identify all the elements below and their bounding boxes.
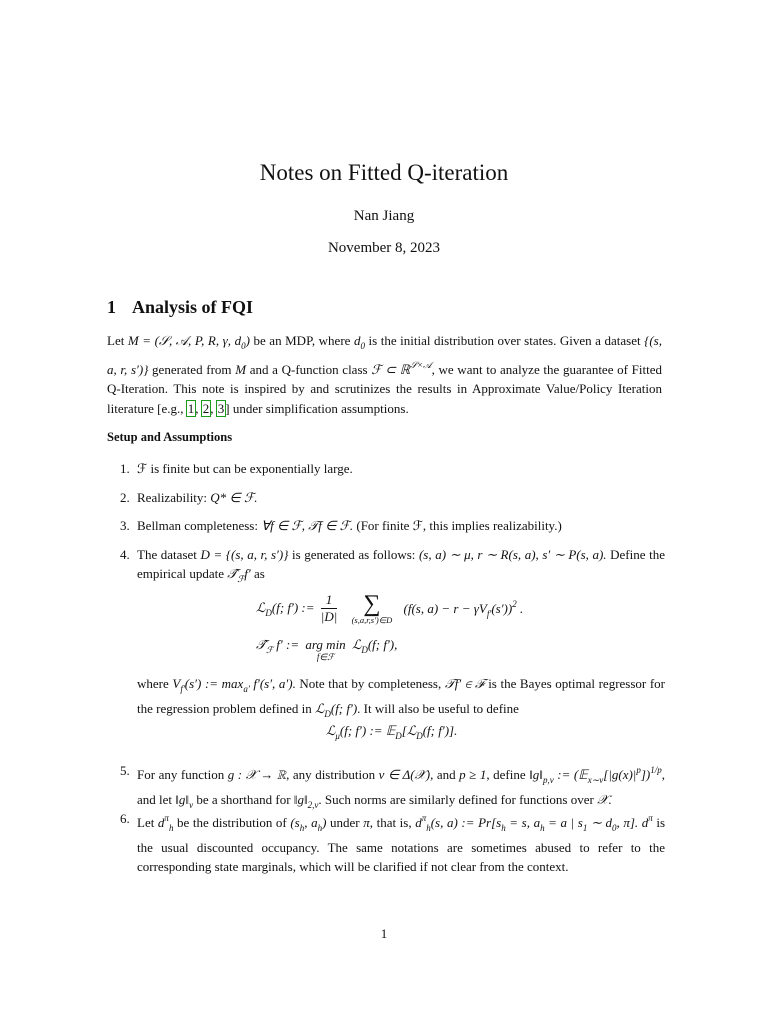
mdp-math: M = (𝒮, 𝒜, P, R, γ, $d_0$) bbox=[127, 333, 250, 351]
list-item bbox=[120, 545, 665, 589]
function-class-math: ℱ ⊂ ℝ$^{𝒮\times 𝒜}$ bbox=[371, 360, 432, 378]
list-item-text: For any function g : 𝒳 → ℝ, any distribution ν ∈ Δ(𝒳), and p ≥ 1, define $‖g‖_{p,\nu}$ := $(𝔼_{x\sim\nu}[|g(x)|^p])^{1/p}$, and let $‖g‖_\nu$ be a shorthand for $‖g‖_{2,\nu}$. Such norms are similarly defined for functions over 𝒳. bbox=[137, 765, 666, 811]
list-item-number: 1. bbox=[120, 461, 130, 476]
citation-link-2[interactable]: 2 bbox=[202, 400, 210, 416]
list-item-text: ℱ is finite but can be exponentially large. bbox=[137, 461, 353, 476]
dataset-math: {(s, a, r, s′)} bbox=[107, 333, 662, 378]
list-item-number: 2. bbox=[120, 490, 130, 505]
list-item-number: 6. bbox=[120, 811, 130, 826]
list-item bbox=[120, 488, 665, 507]
author-name: Nan Jiang bbox=[353, 208, 415, 224]
list-item-number: 5. bbox=[120, 763, 130, 778]
list-item-text: The dataset D = {(s, a, r, s′)} is generated as follows: (s, a) ∼ μ, r ∼ R(s, a), s′ ∼ P(s, a). Define the empirical update $𝒯̂_ℱf'$ as bbox=[137, 547, 665, 585]
m-math: M bbox=[235, 362, 247, 378]
paper-title: Notes on Fitted Q-iteration bbox=[259, 160, 509, 185]
intro-text: be an MDP, where bbox=[249, 333, 354, 348]
list-item bbox=[120, 459, 665, 478]
list-item-number: 4. bbox=[120, 547, 130, 562]
list-item-text: Bellman completeness: ∀f ∈ ℱ, 𝒯f ∈ ℱ. (For finite ℱ, this implies realizability.) bbox=[137, 518, 562, 533]
list-item-text: where $V_{f'}(s')$ := $\max_{a'} f'(s'$, a′). Note that by completeness, 𝒯f′ ∈ ℱ is the Bayes optimal regressor for the regression problem defined in ℒ$_D$(f; f′). It will also be useful to define bbox=[137, 676, 665, 720]
empirical-update-equation: $𝒯̂_ℱ$ f′ := arg min f∈ℱ ℒ$_D$(f; f′), bbox=[256, 637, 398, 662]
section-number: 1 bbox=[107, 297, 116, 317]
list-item-text: Realizability: Q* ∈ ℱ. bbox=[137, 490, 258, 505]
list-item-number: 3. bbox=[120, 518, 130, 533]
intro-text: , we want to analyze the guarantee of Fitted Q-Iteration. This note is inspired by and scrutinizes the results in Approximate Value/Policy Iteration literature [e.g., bbox=[107, 362, 662, 416]
intro-paragraph: Let M = (𝒮, 𝒜, P, R, γ, $d_0$) be an MDP, where $d_0$ is the initial distribution over states. Given a dataset {(s, a, r, s′)} generated from M and a Q-function class ℱ ⊂ ℝ$^{𝒮\times 𝒜}$, we want to analyze the guarantee of Fitted Q-Iteration. This note is inspired by and scrutinizes the results in Approximate Value/Policy Iteration literature [e.g., 1, 2, 3] under simplification assumptions. bbox=[107, 333, 662, 416]
page-number: 1 bbox=[380, 926, 388, 941]
setup-heading: Setup and Assumptions bbox=[107, 430, 233, 444]
intro-text: generated from bbox=[148, 362, 236, 378]
citation-link-3[interactable]: 3 bbox=[217, 400, 225, 416]
population-loss-equation: ℒ$_\mu$(f; f′) := 𝔼$_D$[ℒ$_D$(f; f′)]. bbox=[326, 723, 458, 741]
citation-link-1[interactable]: 1 bbox=[187, 400, 195, 416]
intro-text: and a Q-function class bbox=[246, 362, 372, 378]
d0-math: $d_0$ bbox=[353, 333, 365, 351]
empirical-loss-equation: ℒ$_D$(f; f′) := $\frac{1}{|D|}$ ∑ (s,a,r,s′)∈D (f(s, $a) - r - \gamma V_{f'}(s'))^2$ . bbox=[256, 590, 524, 625]
list-item-continuation bbox=[120, 674, 665, 724]
list-item bbox=[120, 809, 665, 877]
paper-date: November 8, 2023 bbox=[327, 240, 441, 256]
intro-text: is the initial distribution over states. Given a dataset bbox=[364, 333, 645, 348]
intro-text: ] under simplification assumptions. bbox=[225, 400, 409, 416]
list-item bbox=[120, 516, 665, 535]
section-heading bbox=[107, 297, 253, 318]
list-item bbox=[120, 761, 665, 815]
section-title-text: Analysis of FQI bbox=[132, 297, 254, 317]
list-item-text: Let $d^\pi_h$ be the distribution of ($s_h$, $a_h$) under π, that is, $d^\pi_h(s$, a) := $Pr[s_h = s$, $a_h = a$ | $s_1$ ∼ $d_0$, π]. $d^\pi$ is the usual discounted occupancy. The same notations are sometimes abused to refer to the corresponding state marginals, which will be clarified if not clear from the context. bbox=[137, 813, 666, 875]
intro-text: Let bbox=[107, 333, 128, 348]
